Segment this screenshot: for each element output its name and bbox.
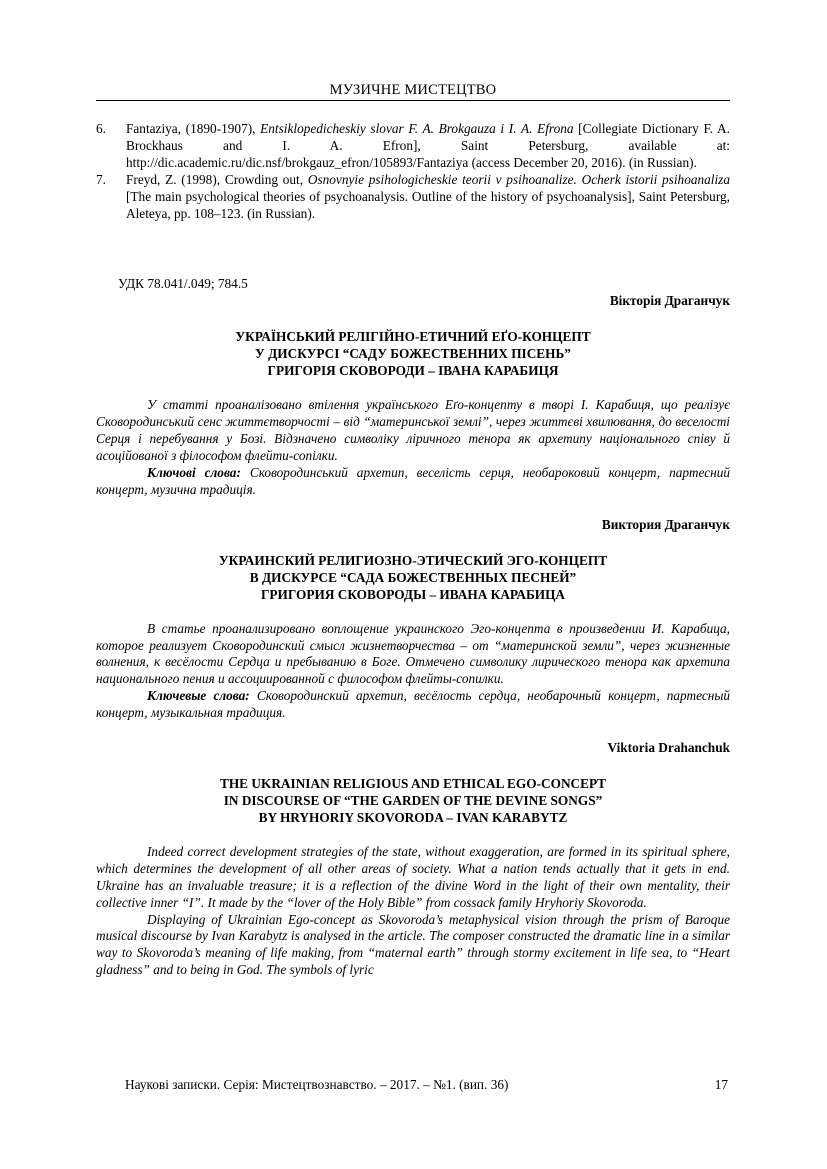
title-line: УКРАИНСКИЙ РЕЛИГИОЗНО-ЭТИЧЕСКИЙ ЭГО-КОНЦЕПТ [218, 552, 608, 568]
title-line: УКРАЇНСЬКИЙ РЕЛІГІЙНО-ЕТИЧНИЙ ЕҐО-КОНЦЕПТ [235, 329, 591, 345]
title-line: BY HRYHORIY SKOVORODA – IVAN KARABYTZ [258, 809, 568, 825]
page-number: 17 [714, 1077, 728, 1092]
reference-tail: [Collegiate Dictionary F. A. Brockhaus and I. A. Efron], Saint Petersburg, available at: http://dic.academic.ru/dic.nsf/brokgauz_efron/105893/Fantaziya (access December 20, 2016). (in Russian). [126, 121, 730, 170]
keywords-label: Ключові слова: [147, 464, 241, 480]
reference-number: 6. [96, 121, 106, 136]
content [96, 121, 730, 979]
title-line: ГРИГОРІЯ СКОВОРОДИ – ІВАНА КАРАБИЦЯ [267, 363, 559, 379]
keywords-ukrainian [96, 465, 730, 499]
abstract-ukrainian: У статті проаналізовано втілення українського Еґо-концепту в творі І. Карабиця, що реалізує Сковородинський сенс життєтворчості – від “материнської землі”, через життєві хвилювання, до веселості Серця і перебування у Бозі. Відзначено символіку ліричного тенора як архетипу національного співу й асоційованої з філософом флейти-сопілки. [96, 397, 730, 463]
keywords-label: Ключевые слова: [147, 688, 250, 704]
keywords-text: Сковородинський архетип, веселість серця, необароковий концерт, партесний концерт, музична традиція. [96, 464, 730, 497]
abstract-english-paragraph: Displaying of Ukrainian Ego-concept as Skovoroda’s metaphysical vision through the prism of Baroque musical discourse by Ivan Karabytz is analysed in the article. The composer constructed the dramatic line in a similar way to Skovoroda’s meaning of life making, from “maternal earth” through stormy excitement in life sea, to “Heart gladness” and to being in God. The symbols of lyric [96, 911, 730, 978]
author-russian: Виктория Драганчук [601, 516, 730, 532]
title-line: THE UKRAINIAN RELIGIOUS AND ETHICAL EGO-CONCEPT [219, 775, 607, 791]
reference-lead: Fantaziya, (1890-1907), [126, 121, 261, 136]
title-line: В ДИСКУРСЕ “САДА БОЖЕСТВЕННЫХ ПЕСНЕЙ” [249, 569, 577, 585]
footer-journal: Наукові записки. Серія: Мистецтвознавство. – 2017. – №1. (вип. 36) [125, 1077, 509, 1092]
title-russian [96, 552, 730, 603]
title-english [96, 775, 730, 826]
reference-item [96, 121, 730, 172]
keywords-text: Сковородинский архетип, весёлость сердца, необарочный концерт, партесный концерт, музыкальная традиция. [96, 688, 731, 721]
title-line: IN DISCOURSE OF “THE GARDEN OF THE DEVINE SONGS” [223, 792, 603, 808]
running-head: МУЗИЧНЕ МИСТЕЦТВО [329, 82, 497, 98]
page-footer [125, 1077, 730, 1093]
reference-source: Osnovnyie psihologicheskie teorii v psihoanalize. Ocherk istorii psihoanaliza [307, 171, 730, 187]
author-ukrainian: Вікторія Драганчук [609, 293, 730, 309]
keywords-russian [96, 688, 730, 722]
reference-source: Entsiklopedicheskiy slovar F. A. Brokgauza i I. A. Efrona [260, 121, 574, 136]
abstract-russian: В статье проанализировано воплощение украинского Эго-концепта в произведении И. Карабица, которое реализует Сковородинский смысл жизнетворчества – от “материнской земли”, через жизненные волнения, к весёлости Сердца и пребыванию в Боге. Отмечено символику лирического тенора как архетипа национального пения и ассоциированной с философом флейты-сопилки. [96, 620, 730, 687]
title-ukrainian [96, 328, 730, 379]
reference-tail: [The main psychological theories of psychoanalysis. Outline of the history of psychoanalysis], Saint Petersburg, Aleteya, pp. 108–123. (in Russian). [126, 188, 730, 221]
abstract-english-paragraph: Indeed correct development strategies of the state, without exaggeration, are formed in its spiritual sphere, which determines the development of all other areas of society. What a nation tends actually that it gets in end. Ukraine has an invaluable treasure; it is a reflection of the divine Word in the light of their own mentality, their collective inner “I”. It made by the “lover of the Holy Bible” from cossack family Hryhoriy Skovoroda. [96, 843, 730, 910]
header-rule [96, 100, 730, 101]
reference-text [126, 121, 730, 172]
title-line: ГРИГОРИЯ СКОВОРОДЫ – ИВАНА КАРАБИЦА [260, 586, 566, 602]
author-english: Viktoria Drahanchuk [607, 740, 730, 756]
udc-code: УДК 78.041/.049; 784.5 [118, 276, 248, 292]
reference-text [126, 172, 730, 223]
reference-lead: Freyd, Z. (1998), Crowding out, [126, 171, 308, 187]
title-line: У ДИСКУРСІ “САДУ БОЖЕСТВЕННИХ ПІСЕНЬ” [255, 346, 571, 362]
reference-item [96, 172, 730, 223]
reference-number: 7. [96, 171, 106, 187]
